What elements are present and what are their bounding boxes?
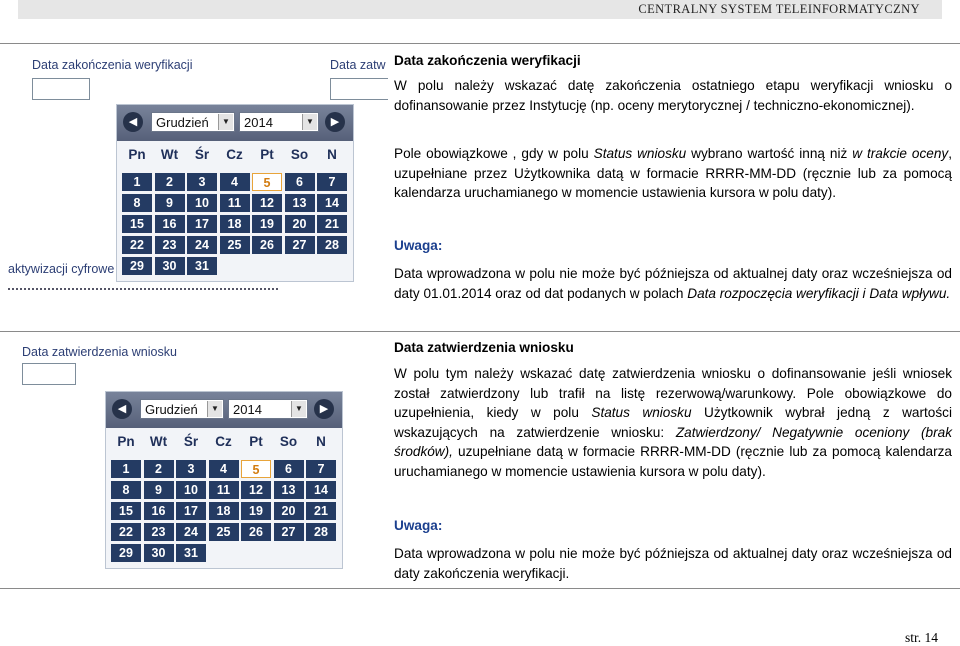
dropdown-arrow-icon: ▼ [302,114,317,130]
document-header-bar [18,0,942,19]
warning-label: Uwaga: [394,238,443,253]
calendar-day[interactable]: 19 [252,215,282,233]
weekday-header: Pt [260,147,274,162]
warning-label: Uwaga: [394,518,443,533]
warning-text-verification [394,264,952,303]
text-run: , uzupełniane przez Użytkownika datą w formacie RRRR-MM-DD (ręcznie lub za pomocą kalendarza uruchamianego w momencie ustawienia kursora w polu daty). [394,146,952,201]
screenshot-verification-end-date [8,46,388,294]
field-label-verification-end: Data zakończenia weryfikacji [32,58,193,72]
weekday-header: Pn [117,434,135,449]
calendar-day[interactable]: 1 [111,460,141,478]
calendar-day[interactable]: 29 [122,257,152,275]
date-input-verification-end[interactable] [32,78,90,100]
calendar-popup [116,104,354,282]
calendar-day[interactable]: 27 [274,523,304,541]
background-text-fragment: aktywizacji cyfrowe [8,262,115,276]
calendar-day[interactable]: 4 [220,173,250,191]
text-run: Data wprowadzona w polu nie może być późniejsza od aktualnej daty oraz wcześniejsza od daty 01.01.2014 oraz od dat podanych w polach [394,266,952,301]
dropdown-arrow-icon: ▼ [218,114,233,130]
field-name-status: Status wniosku [593,146,687,161]
year-select[interactable]: 2014 ▼ [239,112,319,132]
calendar-day[interactable]: 31 [187,257,217,275]
weekday-header: Wt [149,434,168,449]
calendar-day[interactable]: 19 [241,502,271,520]
calendar-day[interactable]: 6 [274,460,304,478]
year-select[interactable]: 2014 ▼ [228,399,308,419]
calendar-day[interactable]: 13 [274,481,304,499]
calendar-day[interactable]: 13 [285,194,315,212]
weekday-header: N [327,147,337,162]
calendar-day[interactable]: 25 [209,523,239,541]
calendar-day[interactable]: 18 [209,502,239,520]
date-input-approval[interactable] [22,363,76,385]
calendar-day[interactable]: 26 [241,523,271,541]
calendar-day[interactable]: 30 [155,257,185,275]
document-header-title: CENTRALNY SYSTEM TELEINFORMATYCZNY [638,2,920,16]
calendar-day[interactable]: 3 [187,173,217,191]
calendar-day[interactable]: 31 [176,544,206,562]
calendar-day[interactable]: 5 [241,460,271,478]
calendar-day[interactable]: 18 [220,215,250,233]
paragraph-approval [394,364,952,482]
weekday-header: Cz [226,147,243,162]
calendar-day[interactable]: 28 [317,236,347,254]
text-run: W polu tym należy wskazać datę zatwierdzenia wniosku o dofinansowanie jeśli wniosek został zatwierdzony lub trafił na listę rezerwową/warunkowy. Pole obowiązkowe do uzupełnienia, kiedy w polu [394,366,952,421]
calendar-day[interactable]: 11 [209,481,239,499]
calendar-day[interactable]: 26 [252,236,282,254]
divider-top [0,43,960,44]
weekday-header: N [316,434,326,449]
calendar-day[interactable]: 2 [155,173,185,191]
dropdown-arrow-icon: ▼ [291,401,306,417]
weekday-header: Pn [128,147,146,162]
calendar-day[interactable]: 21 [306,502,336,520]
calendar-day[interactable]: 28 [306,523,336,541]
calendar-day[interactable]: 14 [306,481,336,499]
calendar-day[interactable]: 9 [144,481,174,499]
calendar-day[interactable]: 1 [122,173,152,191]
divider-middle [0,331,960,332]
calendar-day[interactable]: 9 [155,194,185,212]
calendar-day[interactable]: 7 [317,173,347,191]
calendar-day[interactable]: 21 [317,215,347,233]
calendar-day[interactable]: 27 [285,236,315,254]
status-value: w trakcie oceny [852,146,949,161]
calendar-day[interactable]: 16 [155,215,185,233]
warning-text-approval: Data wprowadzona w polu nie może być późniejsza od aktualnej daty oraz wcześniejsza od daty zakończenia weryfikacji. [394,546,952,581]
weekday-header: So [290,147,309,162]
field-label-approval-cut: Data zatw [330,58,386,72]
calendar-day[interactable]: 4 [209,460,239,478]
calendar-day[interactable]: 29 [111,544,141,562]
divider-bottom [0,588,960,589]
weekday-header: Śr [183,434,199,449]
paragraph-verification-required [394,144,952,203]
calendar-day[interactable]: 3 [176,460,206,478]
text-run: Pole obowiązkowe , gdy w polu [394,146,594,161]
calendar-day[interactable]: 23 [155,236,185,254]
chevron-right-icon[interactable]: ▶ [314,399,334,419]
calendar-day[interactable]: 24 [176,523,206,541]
section-heading-verification-end: Data zakończenia weryfikacji [394,53,581,68]
date-input-approval-cut[interactable] [330,78,388,100]
text-run: wybrano wartość inną niż [686,146,853,161]
month-select[interactable]: Grudzień ▼ [140,399,224,419]
weekday-header: Cz [215,434,232,449]
calendar-day[interactable]: 25 [220,236,250,254]
calendar-day[interactable]: 24 [187,236,217,254]
calendar-day[interactable]: 20 [285,215,315,233]
calendar-day[interactable]: 6 [285,173,315,191]
weekday-header: So [279,434,298,449]
calendar-day[interactable]: 10 [187,194,217,212]
weekday-header: Wt [160,147,179,162]
calendar-day[interactable]: 7 [306,460,336,478]
calendar-day[interactable]: 2 [144,460,174,478]
paragraph-verification-end: W polu należy wskazać datę zakończenia ostatniego etapu weryfikacji wniosku o dofinansowanie przez Instytucję (np. oceny merytorycznej / techniczno-ekonomicznej). [394,78,952,113]
month-select[interactable]: Grudzień ▼ [151,112,235,132]
calendar-day[interactable]: 17 [187,215,217,233]
calendar-day[interactable]: 22 [122,236,152,254]
calendar-day[interactable]: 17 [176,502,206,520]
calendar-day[interactable]: 11 [220,194,250,212]
calendar-popup [105,391,343,569]
calendar-day[interactable]: 8 [111,481,141,499]
calendar-day[interactable]: 12 [241,481,271,499]
calendar-day[interactable]: 8 [122,194,152,212]
field-name-status: Status wniosku [591,405,692,421]
calendar-day[interactable]: 22 [111,523,141,541]
calendar-day[interactable]: 23 [144,523,174,541]
calendar-day[interactable]: 15 [111,502,141,520]
calendar-day[interactable]: 5 [252,173,282,191]
calendar-day[interactable]: 16 [144,502,174,520]
calendar-day[interactable]: 12 [252,194,282,212]
status-values: Zatwierdzony/ Negatywnie oceniony (brak środków), [394,424,952,460]
calendar-day[interactable]: 14 [317,194,347,212]
calendar-day[interactable]: 15 [122,215,152,233]
calendar-day[interactable]: 30 [144,544,174,562]
field-names-italic: Data rozpoczęcia weryfikacji i Data wpływu. [687,285,951,301]
chevron-right-icon[interactable]: ▶ [325,112,345,132]
calendar-day[interactable]: 10 [176,481,206,499]
section-heading-approval: Data zatwierdzenia wniosku [394,340,574,355]
dropdown-arrow-icon: ▼ [207,401,222,417]
text-run: uzupełniane datą w formacie RRRR-MM-DD (ręcznie lub za pomocą kalendarza uruchamianego w momencie ustawienia kursora w polu daty). [394,444,952,479]
weekday-header: Śr [194,147,210,162]
field-label-approval: Data zatwierdzenia wniosku [22,345,177,359]
calendar-day[interactable]: 20 [274,502,304,520]
page-number: str. 14 [904,630,938,645]
chevron-left-icon[interactable]: ◀ [112,399,132,419]
weekday-header: Pt [249,434,263,449]
screenshot-approval-date [8,336,348,580]
chevron-left-icon[interactable]: ◀ [123,112,143,132]
text-run: Użytkownik wybrał jedną z wartości wskazujących na zatwierdzenie wniosku: [394,405,952,440]
